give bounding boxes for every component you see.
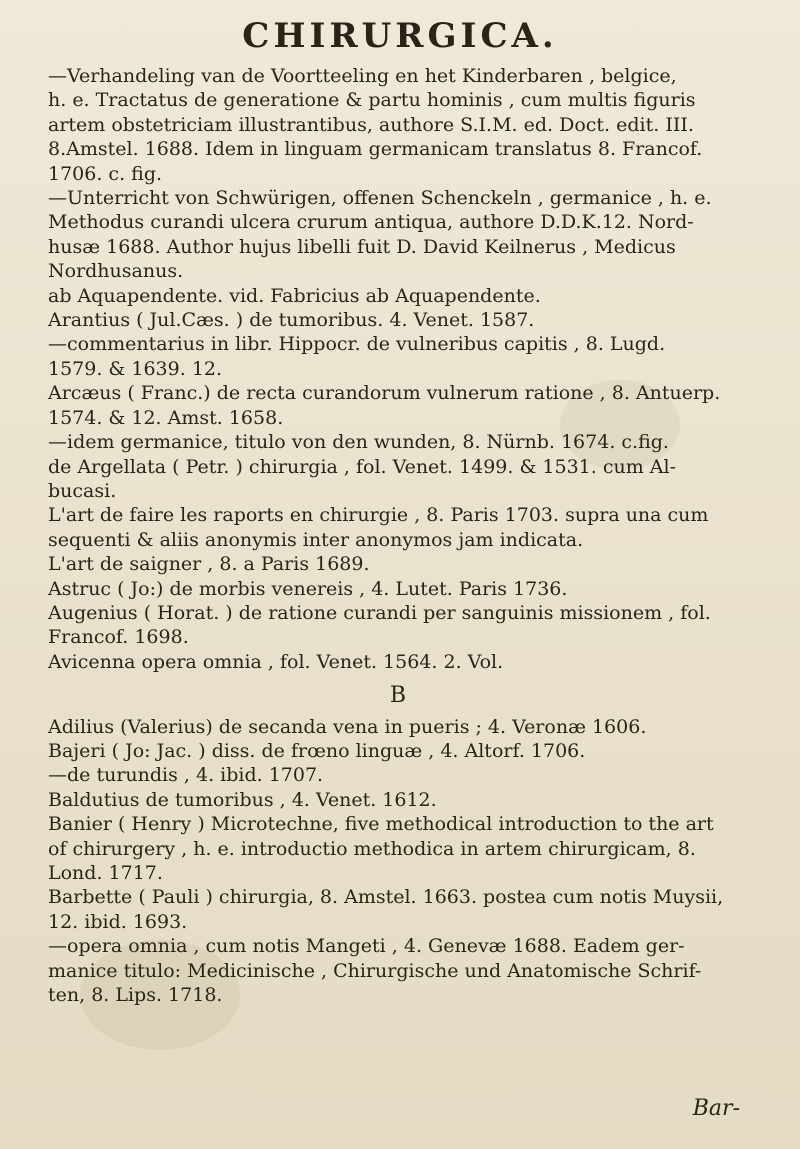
bibliography-line: manice titulo: Medicinische , Chirurgische und Anatomische Schrif- (48, 959, 702, 982)
bibliography-line: L'art de saigner , 8. a Paris 1689. (48, 553, 370, 576)
entries-section-a (48, 64, 748, 674)
bibliography-line: —Verhandeling van de Voortteeling en het Kinderbaren , belgice, (48, 65, 677, 87)
bibliography-line: ten, 8. Lips. 1718. (48, 984, 223, 1007)
bibliography-line: 1574. & 12. Amst. 1658. (48, 406, 284, 429)
bibliography-line: Arcæus ( Franc.) de recta curandorum vulnerum ratione , 8. Antuerp. (48, 382, 721, 405)
running-head: CHIRURGICA. (242, 16, 558, 56)
bibliography-line: 1706. c. fig. (48, 162, 163, 185)
bibliography-line: de Argellata ( Petr. ) chirurgia , fol. Venet. 1499. & 1531. cum Al- (48, 455, 676, 478)
bibliography-line: Nordhusanus. (48, 260, 184, 283)
bibliography-line: Adilius (Valerius) de secanda vena in pueris ; 4. Veronæ 1606. (48, 715, 647, 738)
bibliography-line: L'art de faire les raports en chirurgie , 8. Paris 1703. supra una cum (48, 504, 709, 527)
bibliography-line: Bajeri ( Jo: Jac. ) diss. de frœno linguæ , 4. Altorf. 1706. (48, 739, 586, 762)
bibliography-line: Augenius ( Horat. ) de ratione curandi per sanguinis missionem , fol. (48, 601, 711, 624)
bibliography-line: 12. ibid. 1693. (48, 910, 188, 933)
section-letter: B (389, 683, 407, 709)
bibliography-line: 8.Amstel. 1688. Idem in linguam germanicam translatus 8. Francof. (48, 138, 703, 161)
bibliography-line: ab Aquapendente. vid. Fabricius ab Aquapendente. (48, 284, 541, 307)
bibliography-line: Avicenna opera omnia , fol. Venet. 1564. 2. Vol. (48, 650, 504, 673)
catchword: Bar- (692, 1096, 740, 1121)
bibliography-line: husæ 1688. Author hujus libelli fuit D. David Keilnerus , Medicus (48, 235, 676, 258)
bibliography-line: —Unterricht von Schwürigen, offenen Schenckeln , germanice , h. e. (48, 187, 712, 210)
bibliography-line: Baldutius de tumoribus , 4. Venet. 1612. (48, 788, 437, 811)
bibliography-line: Banier ( Henry ) Microtechne, five methodical introduction to the art (48, 813, 714, 836)
bibliography-line: Lond. 1717. (48, 862, 163, 884)
bibliography-line: Arantius ( Jul.Cæs. ) de tumoribus. 4. Venet. 1587. (48, 309, 535, 332)
bibliography-line: —opera omnia , cum notis Mangeti , 4. Genevæ 1688. Eadem ger- (48, 935, 685, 958)
bibliography-line: of chirurgery , h. e. introductio methodica in artem chirurgicam, 8. (48, 837, 696, 860)
bibliography-line: —commentarius in libr. Hippocr. de vulneribus capitis , 8. Lugd. (48, 333, 666, 356)
bibliography-line: Francof. 1698. (48, 626, 189, 649)
text-column (48, 64, 748, 1007)
bibliography-line: artem obstetriciam illustrantibus, authore S.I.M. ed. Doct. edit. III. (48, 113, 694, 136)
bibliography-line: Methodus curandi ulcera crurum antiqua, authore D.D.K.12. Nord- (48, 211, 694, 234)
bibliography-line: —de turundis , 4. ibid. 1707. (48, 764, 324, 787)
bibliography-line: h. e. Tractatus de generatione & partu hominis , cum multis figuris (48, 89, 696, 112)
bibliography-line: Astruc ( Jo:) de morbis venereis , 4. Lutet. Paris 1736. (48, 577, 568, 600)
bibliography-line: —idem germanice, titulo von den wunden, 8. Nürnb. 1674. c.fig. (48, 431, 669, 454)
entries-section-b (48, 715, 748, 1008)
bibliography-line: sequenti & aliis anonymis inter anonymos jam indicata. (48, 528, 584, 551)
bibliography-line: bucasi. (48, 479, 117, 502)
bibliography-line: 1579. & 1639. 12. (48, 357, 223, 380)
bibliography-line: Barbette ( Pauli ) chirurgia, 8. Amstel. 1663. postea cum notis Muysii, (48, 886, 724, 909)
